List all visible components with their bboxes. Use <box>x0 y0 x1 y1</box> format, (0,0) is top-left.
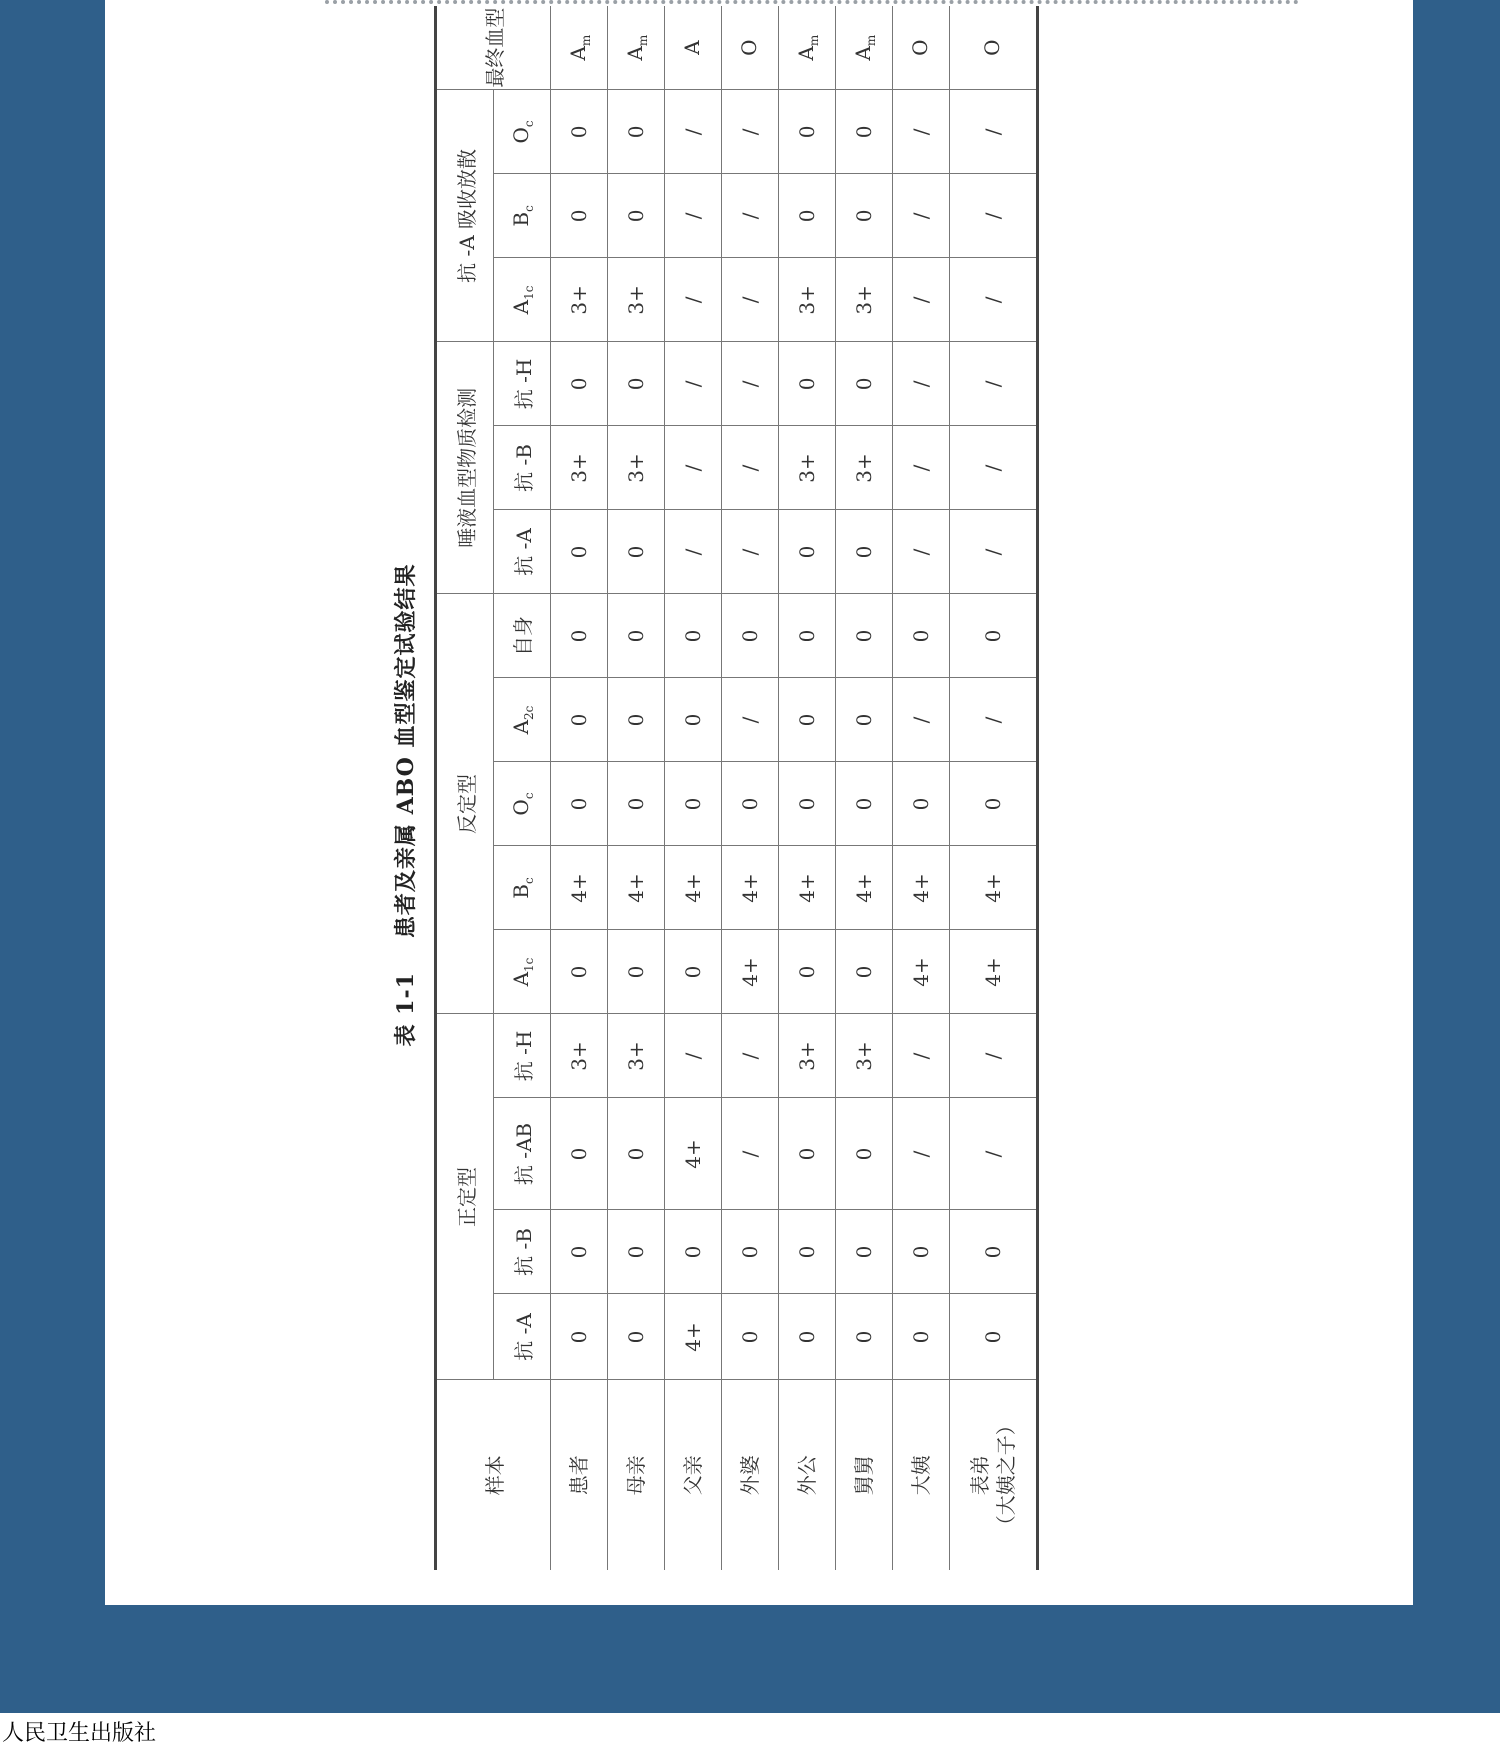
result-cell: 0 <box>608 762 665 846</box>
sample-name: 外婆 <box>738 1455 762 1496</box>
result-cell: 0 <box>608 930 665 1014</box>
sample-note: （大姨之子） <box>994 1415 1018 1536</box>
result-cell: 0 <box>950 594 1038 678</box>
table-row <box>722 6 779 1570</box>
result-cell: 0 <box>836 510 893 594</box>
result-cell: / <box>893 174 950 258</box>
cell-base: A <box>679 40 704 55</box>
result-cell: 0 <box>722 762 779 846</box>
sample-cell <box>779 1380 836 1570</box>
result-cell: 0 <box>779 1210 836 1294</box>
result-cell: 0 <box>551 930 608 1014</box>
result-cell: / <box>893 1014 950 1098</box>
result-cell: 0 <box>551 1098 608 1210</box>
result-cell: 3+ <box>779 258 836 342</box>
results-body <box>551 6 1038 1570</box>
result-cell: 0 <box>779 342 836 426</box>
sample-name: 舅舅 <box>852 1455 876 1496</box>
result-cell: 0 <box>551 342 608 426</box>
result-cell: 4+ <box>950 930 1038 1014</box>
subheader-reverse <box>494 762 551 846</box>
sample-cell <box>551 1380 608 1570</box>
cell-subscript: m <box>635 34 650 47</box>
cell-subscript: m <box>578 34 593 47</box>
result-cell: 0 <box>722 1210 779 1294</box>
cell-subscript: c <box>521 120 536 128</box>
header-absorption: 抗 -A 吸收放散 <box>436 90 494 342</box>
result-cell: 0 <box>551 762 608 846</box>
result-cell: 0 <box>665 930 722 1014</box>
result-cell: 4+ <box>665 1294 722 1380</box>
result-cell: 0 <box>836 1210 893 1294</box>
result-cell: 4+ <box>665 846 722 930</box>
result-cell: 4+ <box>950 846 1038 930</box>
result-cell: 0 <box>551 510 608 594</box>
result-cell: 4+ <box>665 1098 722 1210</box>
result-cell: 4+ <box>722 846 779 930</box>
result-cell: 0 <box>836 342 893 426</box>
result-cell: / <box>722 342 779 426</box>
table-rotator <box>378 7 1028 1570</box>
result-cell: / <box>665 174 722 258</box>
result-cell: 0 <box>608 510 665 594</box>
result-cell: 0 <box>608 1294 665 1380</box>
result-cell: / <box>950 426 1038 510</box>
result-cell: / <box>722 258 779 342</box>
sample-cell <box>893 1380 950 1570</box>
result-cell: 3+ <box>779 426 836 510</box>
result-cell: / <box>893 678 950 762</box>
result-cell: / <box>950 90 1038 174</box>
sample-name: 大姨 <box>909 1455 933 1496</box>
header-row-groups <box>436 6 494 1570</box>
cell-subscript: c <box>521 205 536 212</box>
result-cell: 3+ <box>836 258 893 342</box>
result-cell: 3+ <box>836 426 893 510</box>
cell-base: A <box>508 719 533 735</box>
subheader-saliva: 抗 -B <box>494 426 551 510</box>
table-row <box>551 6 608 1570</box>
table-row <box>950 6 1038 1570</box>
table-number: 表 1-1 <box>393 972 419 1047</box>
final-type-cell <box>836 6 893 90</box>
subheader-saliva: 抗 -H <box>494 342 551 426</box>
result-cell: 0 <box>836 90 893 174</box>
cell-subscript: 2c <box>521 705 536 720</box>
result-cell: 0 <box>950 1294 1038 1380</box>
cell-subscript: 1c <box>521 285 536 300</box>
subheader-reverse <box>494 930 551 1014</box>
cell-base: O <box>508 127 533 144</box>
sample-cell <box>608 1380 665 1570</box>
result-cell: 0 <box>551 90 608 174</box>
subheader-absorption <box>494 174 551 258</box>
result-cell: / <box>893 342 950 426</box>
result-cell: / <box>665 342 722 426</box>
result-cell: 0 <box>836 1294 893 1380</box>
subheader-forward: 抗 -B <box>494 1210 551 1294</box>
result-cell: 0 <box>836 762 893 846</box>
cell-subscript: m <box>863 34 878 47</box>
cell-base: O <box>907 39 932 56</box>
result-cell: 0 <box>836 930 893 1014</box>
result-cell: 0 <box>779 594 836 678</box>
final-type-cell <box>608 6 665 90</box>
result-cell: 4+ <box>722 930 779 1014</box>
result-cell: / <box>722 174 779 258</box>
result-cell: 0 <box>551 1294 608 1380</box>
result-cell: 0 <box>779 930 836 1014</box>
result-cell: 0 <box>608 342 665 426</box>
sample-cell <box>722 1380 779 1570</box>
result-cell: / <box>722 510 779 594</box>
result-cell: 0 <box>893 594 950 678</box>
result-cell: / <box>950 258 1038 342</box>
result-cell: 0 <box>779 90 836 174</box>
dotted-divider <box>325 0 1299 4</box>
result-cell: / <box>893 510 950 594</box>
table-title <box>378 40 434 1570</box>
result-cell: 0 <box>608 90 665 174</box>
result-cell: / <box>665 426 722 510</box>
header-sample: 样本 <box>436 1380 551 1570</box>
sample-name: 患者 <box>567 1455 591 1496</box>
result-cell: 3+ <box>608 1014 665 1098</box>
final-type-cell <box>779 6 836 90</box>
sample-name: 外公 <box>795 1455 819 1496</box>
sample-cell <box>836 1380 893 1570</box>
sample-name: 父亲 <box>681 1455 705 1496</box>
result-cell: 0 <box>665 594 722 678</box>
subheader-reverse <box>494 678 551 762</box>
table-row <box>836 6 893 1570</box>
result-cell: 4+ <box>893 930 950 1014</box>
result-cell: 0 <box>722 594 779 678</box>
result-cell: / <box>893 426 950 510</box>
cell-base: A <box>565 46 590 61</box>
result-cell: 0 <box>779 510 836 594</box>
result-cell: 0 <box>665 678 722 762</box>
result-cell: 0 <box>551 678 608 762</box>
table-row <box>779 6 836 1570</box>
result-cell: / <box>950 174 1038 258</box>
subheader-reverse <box>494 594 551 678</box>
cell-base: O <box>508 799 533 816</box>
subheader-absorption <box>494 258 551 342</box>
result-cell: 4+ <box>608 846 665 930</box>
result-cell: 0 <box>836 678 893 762</box>
result-cell: 0 <box>950 762 1038 846</box>
cell-subscript: m <box>806 34 821 47</box>
cell-base: A <box>508 299 533 315</box>
result-cell: 0 <box>836 1098 893 1210</box>
final-type-cell <box>665 6 722 90</box>
table-title-text: 患者及亲属 ABO 血型鉴定试验结果 <box>393 563 419 939</box>
subheader-absorption <box>494 90 551 174</box>
result-cell: / <box>893 258 950 342</box>
result-cell: 3+ <box>551 426 608 510</box>
cell-base: O <box>736 39 761 56</box>
sample-cell <box>950 1380 1038 1570</box>
cell-base: B <box>508 884 533 899</box>
result-cell: 0 <box>551 1210 608 1294</box>
subheader-forward: 抗 -A <box>494 1294 551 1380</box>
result-cell: 3+ <box>551 258 608 342</box>
result-cell: 3+ <box>608 426 665 510</box>
result-cell: / <box>893 1098 950 1210</box>
result-cell: / <box>950 1014 1038 1098</box>
result-cell: / <box>665 1014 722 1098</box>
result-cell: 0 <box>893 762 950 846</box>
header-final: 最终血型 <box>436 6 551 90</box>
result-cell: 0 <box>779 1294 836 1380</box>
result-cell: 0 <box>779 678 836 762</box>
subheader-forward: 抗 -AB <box>494 1098 551 1210</box>
result-cell: 0 <box>950 1210 1038 1294</box>
result-cell: / <box>665 90 722 174</box>
result-cell: / <box>665 258 722 342</box>
result-cell: 3+ <box>551 1014 608 1098</box>
result-cell: 0 <box>893 1210 950 1294</box>
header-forward: 正定型 <box>436 1014 494 1380</box>
header-saliva: 唾液血型物质检测 <box>436 342 494 594</box>
result-cell: 0 <box>608 174 665 258</box>
result-cell: 0 <box>608 1210 665 1294</box>
subheader-saliva: 抗 -A <box>494 510 551 594</box>
final-type-cell <box>950 6 1038 90</box>
result-cell: 0 <box>608 594 665 678</box>
result-cell: / <box>722 1098 779 1210</box>
publisher-caption: 人民卫生出版社 <box>2 1721 157 1746</box>
sample-cell <box>665 1380 722 1570</box>
result-cell: / <box>722 90 779 174</box>
header-reverse: 反定型 <box>436 594 494 1014</box>
result-cell: 4+ <box>893 846 950 930</box>
result-cell: 0 <box>665 762 722 846</box>
result-cell: 0 <box>608 1098 665 1210</box>
table-row <box>893 6 950 1570</box>
header-row-sub <box>494 6 551 1570</box>
result-cell: / <box>950 342 1038 426</box>
cell-base: 自身 <box>510 615 535 656</box>
result-cell: 0 <box>779 762 836 846</box>
result-cell: 0 <box>836 174 893 258</box>
result-cell: / <box>950 1098 1038 1210</box>
result-cell: / <box>893 90 950 174</box>
result-cell: 4+ <box>551 846 608 930</box>
result-cell: / <box>722 426 779 510</box>
result-cell: 3+ <box>608 258 665 342</box>
result-cell: 0 <box>893 1294 950 1380</box>
result-cell: 0 <box>551 594 608 678</box>
result-cell: 0 <box>608 678 665 762</box>
results-table <box>434 6 1039 1570</box>
result-cell: 3+ <box>836 1014 893 1098</box>
cell-subscript: c <box>521 792 536 800</box>
result-cell: / <box>665 510 722 594</box>
result-cell: 3+ <box>779 1014 836 1098</box>
result-cell: 4+ <box>779 846 836 930</box>
sample-name: 表弟 <box>968 1455 992 1496</box>
result-cell: 0 <box>665 1210 722 1294</box>
result-cell: / <box>722 678 779 762</box>
subheader-reverse <box>494 846 551 930</box>
result-cell: / <box>950 510 1038 594</box>
subheader-forward: 抗 -H <box>494 1014 551 1098</box>
cell-base: A <box>508 971 533 987</box>
table-row <box>665 6 722 1570</box>
cell-base: A <box>850 46 875 61</box>
cell-subscript: c <box>521 877 536 885</box>
final-type-cell <box>722 6 779 90</box>
result-cell: 0 <box>779 1098 836 1210</box>
final-type-cell <box>893 6 950 90</box>
result-cell: 4+ <box>836 846 893 930</box>
table-row <box>608 6 665 1570</box>
rotated-table-area <box>378 7 1028 1570</box>
cell-base: A <box>622 46 647 61</box>
result-cell: 0 <box>551 174 608 258</box>
final-type-cell <box>551 6 608 90</box>
sample-name: 母亲 <box>624 1455 648 1496</box>
result-cell: 0 <box>722 1294 779 1380</box>
result-cell: 0 <box>836 594 893 678</box>
result-cell: / <box>722 1014 779 1098</box>
cell-subscript: 1c <box>521 957 536 972</box>
cell-base: B <box>508 211 533 227</box>
result-cell: / <box>950 678 1038 762</box>
result-cell: 0 <box>779 174 836 258</box>
cell-base: O <box>979 39 1004 56</box>
cell-base: A <box>793 46 818 61</box>
